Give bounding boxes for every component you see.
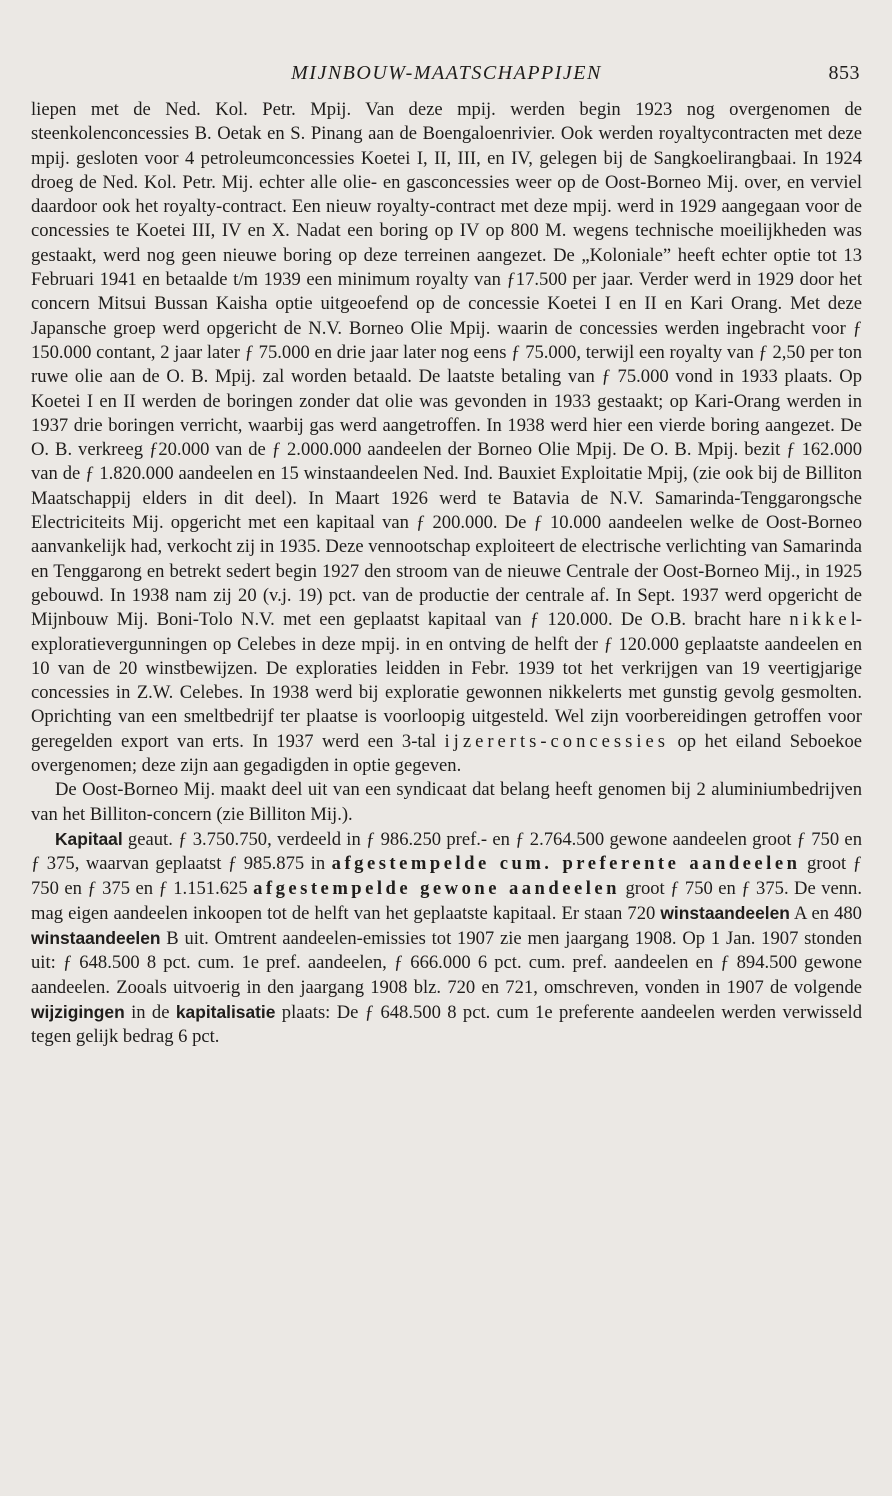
- paragraph-1-text-b: l-exploratievergunningen op Celebes in deze mpij. in en ontving de helft der ƒ 120.000 geplaatste aandeelen en 10 van de 20 winstbewijzen. De exploraties leidden in Febr. 1939 tot het verkrijgen van 19 veertigjarige concessies in Z.W. Celebes. In 1938 werd bij exploratie gewonnen nikkelerts met gunstig gevolg gesmolten. Oprichting van een smeltbedrijf ter plaatse is voorloopig uitgesteld. Wel zijn voorbereidingen getroffen voor geregelden export van erts. In 1937 werd een 3-tal: [31, 609, 862, 752]
- paragraph-3-text-e: B uit. Omtrent aandeelen-emissies tot 1907 zie men jaargang 1908. Op 1 Jan. 1907 stonden uit: ƒ 648.500 8 pct. cum. 1e pref. aandeelen, ƒ 666.000 6 pct. cum. pref. aandeelen en ƒ 894.500 gewone aandeelen. Zooals uitvoerig in den jaargang 1908 blz. 720 en 721, omschreven, vonden in 1907 de volgende: [31, 928, 862, 998]
- paragraph-3-text-f: in de: [124, 1001, 176, 1023]
- body-text: [31, 98, 862, 1050]
- spaced-word-nikkel: nikke: [789, 609, 851, 631]
- keyword-kapitalisatie: kapitalisatie: [175, 1001, 276, 1022]
- keyword-winstaandeelen-b: winstaandeelen: [31, 928, 161, 949]
- page-number: 853: [828, 62, 860, 84]
- paragraph-2: De Oost-Borneo Mij. maakt deel uit van een syndicaat dat belang heeft genomen bij 2 aluminiumbedrijven van het Billiton-concern (zie Billiton Mij.).: [31, 779, 862, 825]
- paragraph-3-text-c: groot ƒ 750 en ƒ 375. De venn. mag eigen aandeelen inkoopen tot de helft van het geplaatste kapitaal. Er staan 720: [31, 877, 862, 924]
- spaced-term-afgestempelde-pref: afgestempelde cum. preferente aandeelen: [331, 853, 801, 875]
- paragraph-3-text-b: groot ƒ 750 en ƒ 375 en ƒ 1.151.625: [31, 853, 863, 899]
- paragraph-3-text-a: geaut. ƒ 3.750.750, verdeeld in ƒ 986.250 pref.- en ƒ 2.764.500 gewone aandeelen groot ƒ 750 en ƒ 375, waarvan geplaatst ƒ 985.875 in: [31, 828, 862, 875]
- paragraph-1-text-a: liepen met de Ned. Kol. Petr. Mpij. Van deze mpij. werden begin 1923 nog overgenomen de steenkolenconcessies B. Oetak en S. Pinang aan de Boengaloenrivier. Ook werden royaltycontracten met deze mpij. gesloten voor 4 petroleumconcessies Koetei I, II, III, en IV, gelegen bij de Sangkoelirangbaai. In 1924 droeg de Ned. Kol. Petr. Mij. echter alle olie- en gasconcessies weer op de Oost-Borneo Mij. over, en verviel daardoor ook het royalty-contract. Een nieuw royalty-contract met deze mpij. werd in 1929 aangegaan voor de concessies te Koetei III, IV en X. Nadat een boring op IV op 800 M. wegens technische moeilijkheden was gestaakt, werd nog geen nieuwe boring op deze terreinen aangezet. De „Koloniale” heeft echter optie tot 13 Februari 1941 en betaalde t/m 1939 een minimum royalty van ƒ17.500 per jaar. Verder werd in 1929 door het concern Mitsui Bussan Kaisha optie uitgeoefend op de concessie Koetei I en II en Kari Orang. Met deze Japansche groep werd opgericht de N.V. Borneo Olie Mpij. waarin de concessies werden ingebracht voor ƒ 150.000 contant, 2 jaar later ƒ 75.000 en drie jaar later nog eens ƒ 75.000, terwijl een royalty van ƒ 2,50 per ton ruwe olie aan de O. B. Mpij. zal worden betaald. De laatste betaling van ƒ 75.000 vond in 1933 plaats. Op Koetei I en II werden de boringen zonder dat olie was gevonden in 1933 gestaakt; op Kari-Orang werden in 1937 drie boringen verricht, waarbij gas werd aangetroffen. In 1938 werd hier een vierde boring aangezet. De O. B. verkreeg ƒ20.000 van de ƒ 2.000.000 aandeelen der Borneo Olie Mpij. De O. B. Mpij. bezit ƒ 162.000 van de ƒ 1.820.000 aandeelen en 15 winstaandeelen Ned. Ind. Bauxiet Exploitatie Mpij, (zie ook bij de Billiton Maatschappij elders in dit deel). In Maart 1926 werd te Batavia de N.V. Samarinda-Tenggarongsche Electriciteits Mij. opgericht met een kapitaal van ƒ 200.000. De ƒ 10.000 aandeelen welke de Oost-Borneo aanvankelijk had, verkocht zij in 1935. Deze vennootschap exploiteert de electrische verlichting van Samarinda en Tenggarong en betrekt sedert begin 1927 den stroom van de nieuwe Centrale der Oost-Borneo Mij., in 1925 gebouwd. In 1938 nam zij 20 (v.j. 19) pct. van de productie der centrale af. In Sept. 1937 werd opgericht de Mijnbouw Mij. Boni-Tolo N.V. met een geplaatst kapitaal van ƒ 120.000. De O.B. bracht hare: [31, 99, 862, 631]
- paragraph-1-text-c: op het eiland Seboekoe overgenomen; deze zijn aan gegadigden in optie gegeven.: [31, 730, 862, 777]
- spaced-word-ijzererts: ijzererts-concessies: [444, 730, 670, 752]
- paragraph-3-text-g: plaats: De ƒ 648.500 8 pct. cum 1e preferente aandeelen werden verwisseld tegen gelijk bedrag 6 pct.: [31, 1001, 862, 1048]
- paragraph-3-text-d: A en 480: [789, 902, 862, 924]
- keyword-winstaandeelen-a: winstaandeelen: [660, 902, 790, 923]
- paragraph-3: [31, 827, 862, 1050]
- spaced-term-afgestempelde-gewone: afgestempelde gewone aandeelen: [253, 877, 620, 899]
- running-title: MIJNBOUW-MAATSCHAPPIJEN: [291, 62, 602, 84]
- paragraph-1: [31, 98, 862, 778]
- keyword-wijzigingen: wijzigingen: [31, 1001, 125, 1022]
- keyword-kapitaal: Kapitaal: [55, 828, 123, 849]
- page-header: [31, 60, 862, 88]
